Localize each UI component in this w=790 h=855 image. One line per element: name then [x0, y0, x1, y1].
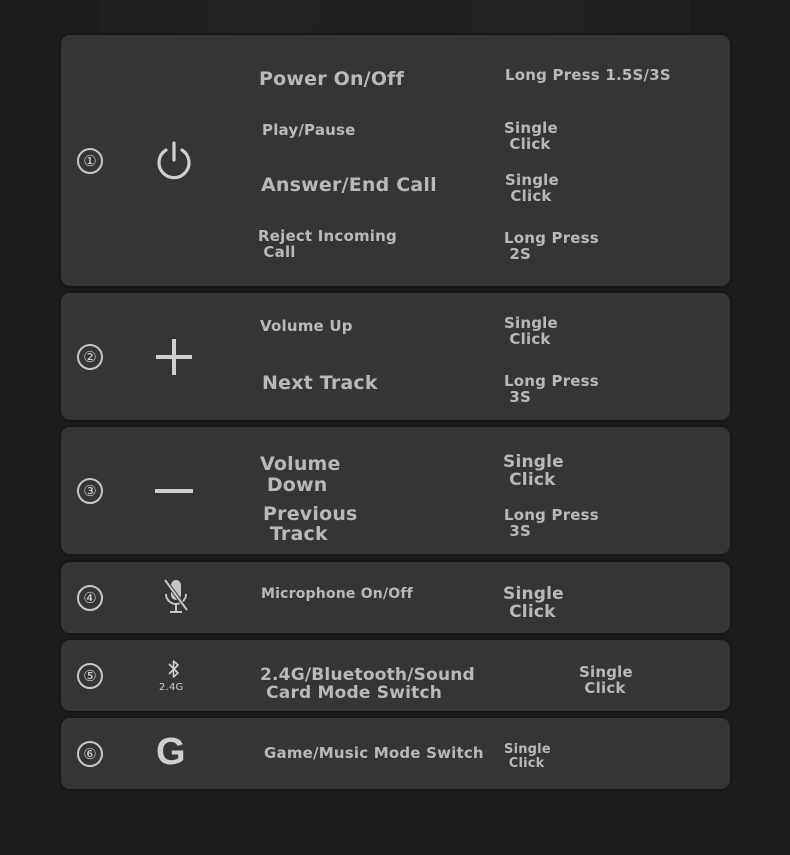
- bluetooth-icon-label: 2.4G: [159, 682, 184, 693]
- action-volume-down: Single Click: [503, 452, 564, 490]
- action-previous-track: Long Press 3S: [504, 506, 599, 540]
- function-next-track: Next Track: [262, 372, 378, 394]
- action-mode-switch: Single Click: [579, 663, 633, 697]
- action-reject-call: Long Press 2S: [504, 229, 599, 263]
- row-number: ③: [77, 478, 103, 504]
- row-number: ②: [77, 344, 103, 370]
- function-power-on-off: Power On/Off: [259, 68, 405, 90]
- function-mode-switch: 2.4G/Bluetooth/Sound Card Mode Switch: [260, 665, 475, 703]
- function-volume-down: Volume Down: [260, 453, 341, 496]
- function-play-pause: Play/Pause: [262, 121, 356, 139]
- function-previous-track: Previous Track: [263, 503, 358, 545]
- action-answer-end-call: Single Click: [505, 171, 559, 205]
- action-microphone: Single Click: [503, 584, 564, 622]
- row-number: ⑥: [77, 741, 103, 767]
- power-icon: [153, 140, 195, 182]
- row-game-music: [61, 718, 730, 789]
- row-microphone: [61, 562, 730, 633]
- g-letter-icon: G: [156, 731, 186, 773]
- background-fade: [100, 0, 690, 34]
- row-volume-down: [61, 427, 730, 554]
- row-number: ④: [77, 585, 103, 611]
- function-answer-end-call: Answer/End Call: [261, 174, 437, 196]
- function-game-music: Game/Music Mode Switch: [264, 744, 484, 762]
- row-power: [61, 35, 730, 286]
- function-reject-call: Reject Incoming Call: [258, 227, 397, 261]
- action-play-pause: Single Click: [504, 119, 558, 153]
- function-microphone: Microphone On/Off: [261, 586, 413, 602]
- row-number: ⑤: [77, 663, 103, 689]
- plus-icon: [153, 336, 195, 378]
- row-volume-up: [61, 293, 730, 420]
- action-volume-up: Single Click: [504, 314, 558, 348]
- minus-icon: [153, 470, 195, 512]
- row-number: ①: [77, 148, 103, 174]
- action-next-track: Long Press 3S: [504, 372, 599, 406]
- function-volume-up: Volume Up: [260, 317, 353, 335]
- bluetooth-icon: [167, 659, 181, 679]
- row-mode-switch: [61, 640, 730, 711]
- action-power-on-off: Long Press 1.5S/3S: [505, 66, 671, 84]
- action-game-music: Single Click: [504, 742, 551, 771]
- microphone-muted-icon: [161, 577, 191, 617]
